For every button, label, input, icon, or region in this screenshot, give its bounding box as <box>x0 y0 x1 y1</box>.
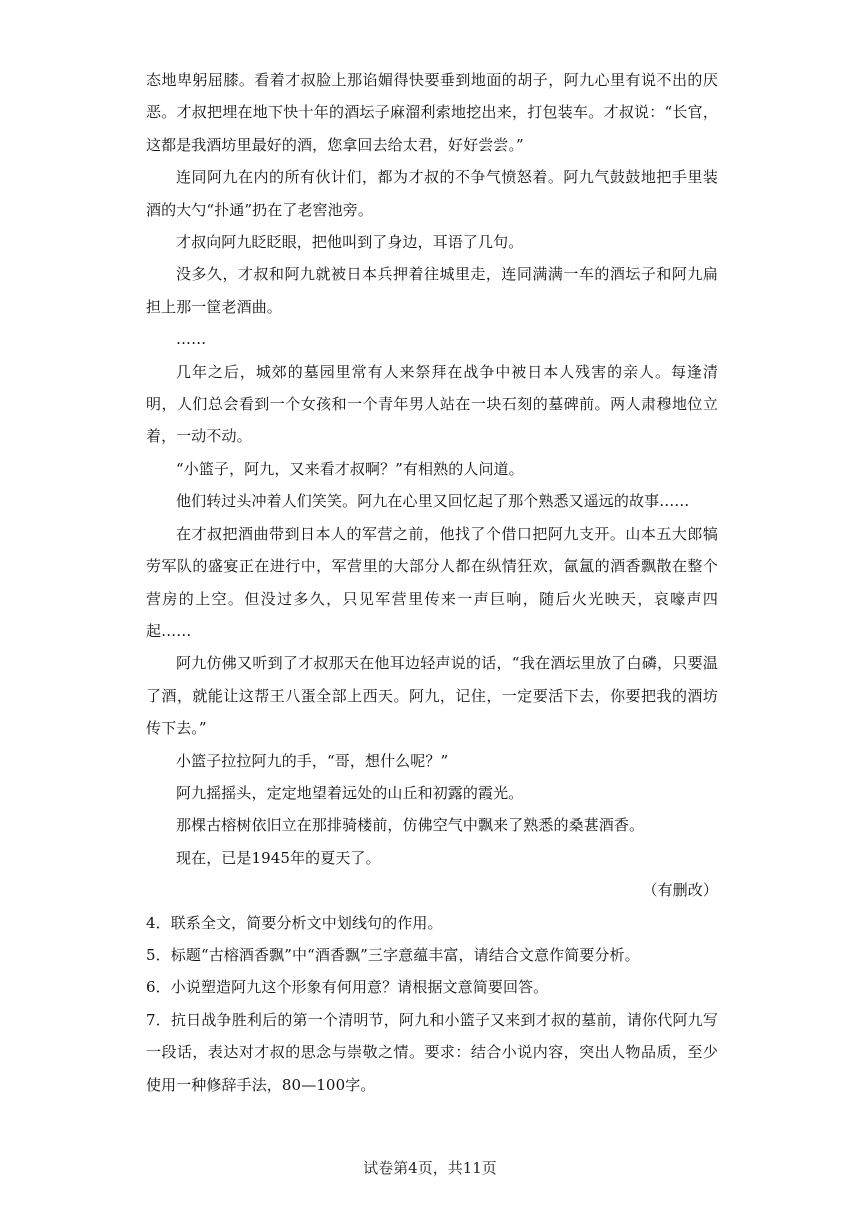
page-content <box>146 64 718 1101</box>
story-paragraph: 态地卑躬屈膝。看着才叔脸上那谄媚得快要垂到地面的胡子，阿九心里有说不出的厌恶。才叔把埋在地下快十年的酒坛子麻溜利索地挖出来，打包装车。才叔说：“长官，这都是我酒坊里最好的酒，您拿回去给太君，好好尝尝。” <box>146 71 718 154</box>
story-paragraph: 小篮子拉拉阿九的手，“哥，想什么呢？” <box>176 751 449 770</box>
story-paragraph: 他们转过头冲着人们笑笑。阿九在心里又回忆起了那个熟悉又遥远的故事…… <box>176 492 690 511</box>
story-paragraph: 几年之后，城郊的墓园里常有人来祭拜在战争中被日本人残害的亲人。每逢清明，人们总会看到一个女孩和一个青年男人站在一块石刻的墓碑前。两人肃穆地位立着，一动不动。 <box>146 362 718 446</box>
story-paragraph: 那棵古榕树依旧立在那排骑楼前，仿佛空气中飘来了熟悉的桑葚酒香。 <box>176 816 645 835</box>
story-paragraph: 在才叔把酒曲带到日本人的军营之前，他找了个借口把阿九支开。山本五大郎犒劳军队的盛宴正在进行中，军营里的大部分人都在纵情狂欢，氤氲的酒香飘散在整个营房的上空。但没过多久，只见军营里传来一声巨响，随后火光映天，哀嚎声四起…… <box>146 524 718 640</box>
question-item: 4．联系全文，简要分析文中划线句的作用。 <box>146 913 443 932</box>
story-paragraph: 没多久，才叔和阿九就被日本兵押着往城里走，连同满满一车的酒坛子和阿九扁担上那一筐老酒曲。 <box>146 265 718 316</box>
story-paragraph: 阿九仿佛又听到了才叔那天在他耳边轻声说的话，“我在酒坛里放了白磷，只要温了酒，就能让这帮王八蛋全部上西天。阿九，记住，一定要活下去，你要把我的酒坊传下去。” <box>146 654 718 738</box>
story-paragraph: 才叔向阿九眨眨眼，把他叫到了身边，耳语了几句。 <box>176 233 524 252</box>
question-item: 6．小说塑造阿九这个形象有何用意？请根据文意简要回答。 <box>146 978 549 997</box>
source-note: （有删改） <box>642 881 718 900</box>
question-item: 7．抗日战争胜利后的第一个清明节，阿九和小篮子又来到才叔的墓前，请你代阿九写一段话，表达对才叔的思念与崇敬之情。要求：结合小说内容，突出人物品质，至少使用一种修辞手法，80—100字。 <box>146 1010 718 1094</box>
story-paragraph: 阿九摇摇头，定定地望着远处的山丘和初露的霞光。 <box>176 783 524 802</box>
story-paragraph: “小篮子，阿九，又来看才叔啊？”有相熟的人问道。 <box>176 459 524 478</box>
question-list <box>146 907 718 1101</box>
story-paragraph: 连同阿九在内的所有伙计们，都为才叔的不争气愤怒着。阿九气鼓鼓地把手里装酒的大勺“扑通”扔在了老窖池旁。 <box>146 168 718 219</box>
story-paragraph: …… <box>176 330 207 349</box>
page-footer: 试卷第4页，共11页 <box>363 1159 497 1177</box>
story-paragraph: 现在，已是1945年的夏天了。 <box>176 848 381 867</box>
story-text <box>146 64 718 874</box>
question-item: 5．标题“古榕酒香飘”中“酒香飘”三字意蕴丰富，请结合文意作简要分析。 <box>146 945 640 964</box>
